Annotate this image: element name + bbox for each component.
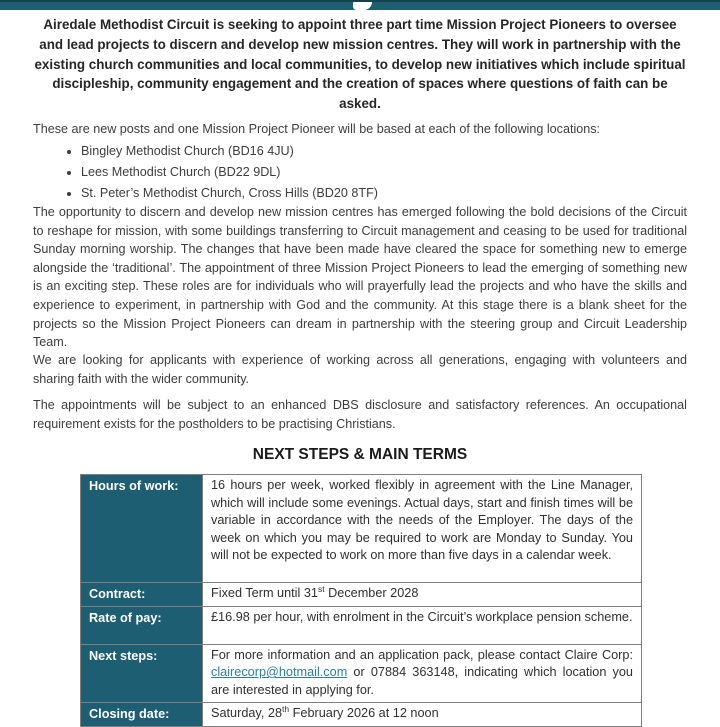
closing-date-value bbox=[203, 703, 642, 727]
contract-label: Contract: bbox=[81, 583, 203, 607]
locations-intro: These are new posts and one Mission Project Pioneer will be based at each of the following locations: bbox=[33, 122, 601, 136]
rate-of-pay-value: £16.98 per hour, with enrolment in the Circuit’s workplace pension scheme. bbox=[203, 606, 642, 644]
banner-letter-descender-icon bbox=[353, 2, 372, 10]
contract-value-text: Fixed Term until 31 bbox=[211, 586, 318, 600]
looking-for-paragraph: We are looking for applicants with experience of working across all generations, engaging with volunteers and sharing faith with the wider community. bbox=[33, 353, 687, 386]
email-link[interactable]: clairecorp@hotmail.com bbox=[211, 665, 348, 680]
contract-value-text-end: December 2028 bbox=[324, 586, 419, 600]
closing-date-table bbox=[80, 702, 642, 727]
location-item-bingley: • Bingley Methodist Church (BD16 4JU) bbox=[81, 141, 687, 162]
appointments-paragraph: The appointments will be subject to an enhanced DBS disclosure and satisfactory references. An occupational requirement exists for the postholders to be practising Christians. bbox=[33, 398, 687, 431]
hours-of-work-value: 16 hours per week, worked flexibly in agreement with the Line Manager, which will include some evenings. Actual days, start and finish times will be variable in accordance with the needs of the Employer. The days of the week on which you may be required to work are Monday to Sunday. You will not be expected to work on more than five days in a calendar week. bbox=[203, 475, 642, 583]
next-steps-label: Next steps: bbox=[81, 644, 203, 703]
next-steps-text: For more information and an application pack, please contact Claire Corp: bbox=[211, 647, 633, 662]
location-item-st-peters: • St. Peter’s Methodist Church, Cross Hills (BD20 8TF) bbox=[81, 183, 687, 204]
contract-ordinal-suffix: st bbox=[317, 583, 325, 594]
next-steps-value bbox=[203, 644, 642, 703]
locations-list bbox=[33, 141, 687, 205]
closing-date-ordinal-suffix: th bbox=[282, 703, 290, 714]
top-banner-bar bbox=[0, 0, 720, 10]
location-item-lees: • Lees Methodist Church (BD22 9DL) bbox=[81, 162, 687, 183]
closing-date-text: Saturday, 28 bbox=[211, 706, 283, 720]
table-row-rate-of-pay bbox=[81, 606, 642, 644]
next-steps-text-end: or 07884 363148, indicating which location you are interested in applying for. bbox=[211, 665, 633, 697]
terms-table bbox=[80, 474, 642, 703]
rate-of-pay-label: Rate of pay: bbox=[81, 606, 203, 644]
intro-paragraph: Airedale Methodist Circuit is seeking to appoint three part time Mission Project Pioneers to oversee and lead projects to discern and develop new mission centres. They will work in partnership with the existing church communities and local communities, to develop new initiatives which include spiritual discipleship, community engagement and the creation of spaces where questions of faith can be asked. bbox=[34, 17, 686, 112]
closing-date-text-end: February 2026 at 12 noon bbox=[289, 706, 439, 720]
table-row-hours bbox=[81, 475, 642, 583]
table-row-contract bbox=[81, 583, 642, 607]
contract-value bbox=[203, 583, 642, 607]
terms-table-container bbox=[80, 474, 643, 703]
closing-date-table-container bbox=[80, 702, 643, 727]
table-row-next-steps bbox=[81, 644, 642, 703]
opportunity-paragraph: The opportunity to discern and develop new mission centres has emerged following the bold decisions of the Circuit to reshape for mission, with some buildings transferring to Circuit management and ceasing to be used for traditional Sunday morning worship. The changes that have been made have cleared the space for something new to emerge alongside the ‘traditional’. The appointment of three Mission Project Pioneers to lead the emerging of something new is an exciting step. These roles are for individuals who will prayerfully lead the projects and who have the skills and experience to experiment, in partnership with God and the community. At this stage there is a blank sheet for the projects so the Mission Project Pioneers can dream in partnership with the steering group and Circuit Leadership Team. bbox=[33, 205, 687, 350]
hours-of-work-label: Hours of work: bbox=[81, 475, 203, 583]
table-row-closing-date bbox=[81, 703, 642, 727]
closing-date-label: Closing date: bbox=[81, 703, 203, 727]
section-heading: NEXT STEPS & MAIN TERMS bbox=[252, 446, 468, 463]
